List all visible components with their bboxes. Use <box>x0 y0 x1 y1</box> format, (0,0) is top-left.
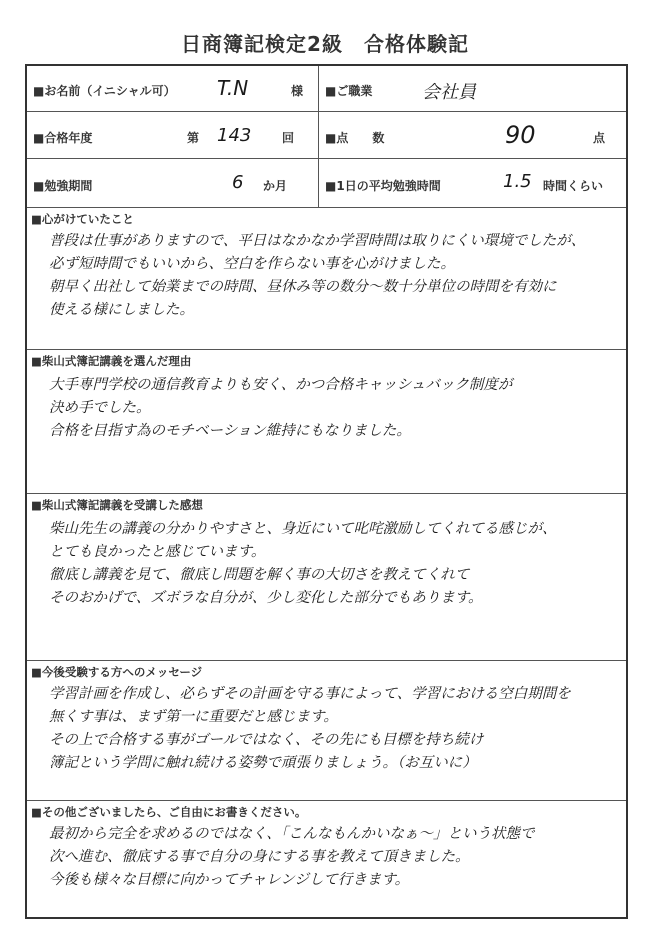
text-line: 使える様にしました。 <box>49 302 194 318</box>
text-line: 朝早く出社して始業までの時間、昼休み等の数分～数十分単位の時間を有効に <box>49 279 557 295</box>
score-value: 90 <box>505 121 536 149</box>
score-suffix: 点 <box>593 131 606 145</box>
section-body <box>49 823 534 892</box>
section-title: ■その他ございましたら、ご自由にお書きください。 <box>31 805 307 819</box>
text-line: 徹底し講義を見て、徹底し問題を解く事の大切さを教えてくれて <box>49 567 470 583</box>
section-title: ■心がけていたこと <box>31 212 134 226</box>
section-body <box>49 374 512 443</box>
form-sheet <box>25 64 628 919</box>
section-body <box>49 230 585 322</box>
text-line: 普段は仕事がありますので、平日はなかなか学習時間は取りにくい環境でしたが、 <box>49 233 586 249</box>
text-line: 学習計画を作成し、必らずその計画を守る事によって、学習における空白期間を <box>49 686 571 702</box>
period-value: 6 <box>232 172 244 193</box>
daily-value: 1.5 <box>503 171 532 192</box>
text-line: 次へ進む、徹底する事で自分の身にする事を教えて頂きました。 <box>49 849 470 865</box>
text-line: そのおかげで、ズボラな自分が、少し変化した部分でもあります。 <box>49 590 483 606</box>
text-line: 合格を目指す為のモチベーション維持にもなりました。 <box>49 423 411 439</box>
name-label: ■お名前（イニシャル可） <box>33 84 176 98</box>
section-message <box>27 661 626 801</box>
text-line: 大手専門学校の通信教育よりも安く、かつ合格キャッシュバック制度が <box>49 377 513 393</box>
year-label: ■合格年度 <box>33 131 93 145</box>
score-label: ■点 数 <box>325 131 385 145</box>
text-line: 決め手でした。 <box>49 400 151 416</box>
section-title: ■今後受験する方へのメッセージ <box>31 665 203 679</box>
divider <box>318 159 319 207</box>
section-mindset <box>27 208 626 350</box>
daily-suffix: 時間くらい <box>543 179 604 193</box>
text-line: 無くす事は、まず第一に重要だと感じます。 <box>49 709 338 725</box>
period-label: ■勉強期間 <box>33 179 93 193</box>
info-row-name <box>27 66 626 112</box>
year-value: 143 <box>217 125 252 146</box>
period-suffix: か月 <box>263 179 288 193</box>
divider <box>318 66 319 111</box>
section-body <box>49 683 571 775</box>
section-impression <box>27 494 626 661</box>
job-label: ■ご職業 <box>325 84 373 98</box>
section-body <box>49 518 557 610</box>
section-other <box>27 801 626 917</box>
year-suffix: 回 <box>282 131 295 145</box>
divider <box>318 112 319 158</box>
section-reason <box>27 350 626 494</box>
text-line: 必ず短時間でもいいから、空白を作らない事を心がけました。 <box>49 256 455 272</box>
text-line: 今後も様々な目標に向かってチャレンジして行きます。 <box>49 872 410 888</box>
daily-label: ■1日の平均勉強時間 <box>325 179 441 193</box>
info-row-period <box>27 159 626 208</box>
page-title: 日商簿記検定2級 合格体験記 <box>181 32 469 56</box>
section-title: ■柴山式簿記講義を受講した感想 <box>31 498 203 512</box>
year-prefix: 第 <box>187 131 200 145</box>
job-value: 会社員 <box>422 82 476 103</box>
text-line: 簿記という学問に触れ続ける姿勢で頑張りましょう。（お互いに） <box>49 755 477 771</box>
text-line: とても良かったと感じています。 <box>49 544 266 560</box>
text-line: 柴山先生の講義の分かりやすさと、身近にいて叱咤激励してくれてる感じが、 <box>49 521 557 537</box>
name-suffix: 様 <box>291 84 304 98</box>
info-row-year <box>27 112 626 159</box>
text-line: その上で合格する事がゴールではなく、その先にも目標を持ち続け <box>49 732 484 748</box>
section-title: ■柴山式簿記講義を選んだ理由 <box>31 354 192 368</box>
text-line: 最初から完全を求めるのではなく、「こんなもんかいなぁ～」という状態で <box>49 826 535 842</box>
name-value: T.N <box>217 76 249 100</box>
